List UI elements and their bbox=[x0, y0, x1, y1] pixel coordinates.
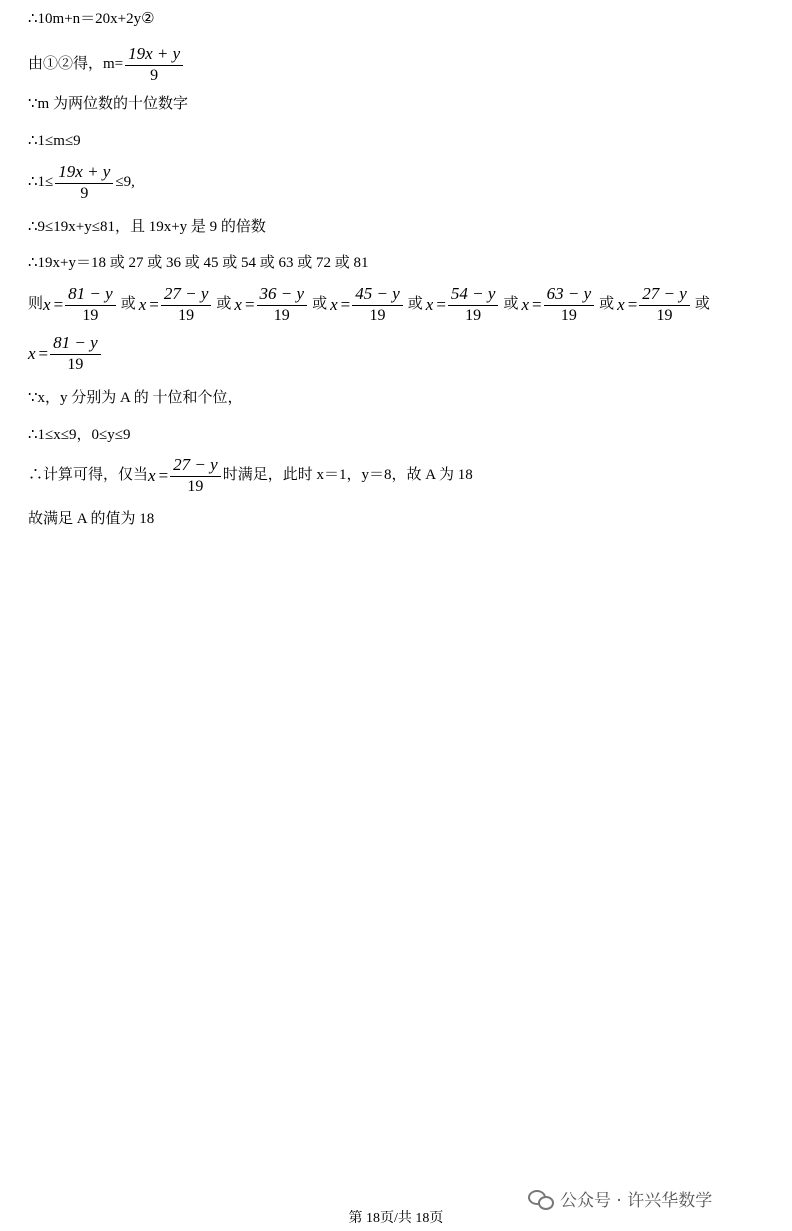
fraction-numerator: 19x + y bbox=[125, 45, 183, 66]
equals-sign: = bbox=[340, 295, 351, 315]
line-3 bbox=[28, 97, 188, 112]
connector-or: 或 bbox=[216, 296, 232, 313]
variable-x: x bbox=[234, 295, 242, 315]
fraction-numerator: 63 − y bbox=[544, 285, 595, 306]
fraction-numerator: 36 − y bbox=[257, 285, 308, 306]
line-2 bbox=[28, 45, 185, 85]
fraction-denominator: 19 bbox=[560, 306, 577, 324]
fraction bbox=[161, 285, 212, 325]
variable-x: x bbox=[138, 295, 147, 315]
fraction-denominator: 19 bbox=[82, 306, 99, 324]
line-9 bbox=[28, 334, 103, 374]
variable-x: x bbox=[521, 295, 529, 315]
fraction-denominator: 19 bbox=[67, 355, 84, 373]
line-4 bbox=[28, 134, 81, 149]
text-l5-suffix: ≤9, bbox=[115, 174, 135, 191]
fraction-numerator: 27 − y bbox=[161, 285, 212, 306]
line-5 bbox=[28, 163, 135, 203]
variable-x: x bbox=[617, 295, 625, 315]
text-l12-suffix: 时满足，此时 x＝1，y＝8，故 A 为 18 bbox=[222, 467, 473, 484]
fraction bbox=[352, 285, 403, 325]
text-l2-prefix: 由①②得，m= bbox=[28, 56, 124, 73]
connector-or: 或 bbox=[599, 296, 615, 313]
text-l4: ∴1≤m≤9 bbox=[28, 133, 81, 149]
fraction-denominator: 19 bbox=[465, 306, 482, 324]
watermark-text: 公众号 · 许兴华数学 bbox=[560, 1191, 713, 1211]
text-l13: 故满足 A 的值为 18 bbox=[28, 511, 155, 527]
connector-or: 或 bbox=[503, 296, 519, 313]
text-l3: ∵m 为两位数的十位数字 bbox=[28, 96, 188, 112]
fraction-numerator: 81 − y bbox=[65, 285, 116, 306]
variable-x: x bbox=[148, 466, 156, 486]
fraction-denominator: 19 bbox=[656, 306, 673, 324]
text-l6: ∴9≤19x+y≤81，且 19x+y 是 9 的倍数 bbox=[28, 219, 266, 235]
line-7 bbox=[28, 256, 369, 271]
line-8 bbox=[28, 285, 713, 325]
text-l8-prefix: 则 bbox=[28, 296, 44, 313]
line-1 bbox=[28, 12, 155, 27]
connector-or: 或 bbox=[694, 296, 710, 313]
equals-sign: = bbox=[158, 466, 169, 486]
connector-or: 或 bbox=[407, 296, 423, 313]
text-l7: ∴19x+y＝18 或 27 或 36 或 45 或 54 或 63 或 72 或 81 bbox=[28, 255, 369, 271]
text-l1: ∴10m+n＝20x+2y② bbox=[28, 11, 155, 27]
connector-or: 或 bbox=[120, 296, 136, 313]
variable-x: x bbox=[330, 295, 338, 315]
equals-sign: = bbox=[532, 295, 542, 315]
fraction-numerator: 27 − y bbox=[639, 285, 690, 306]
fraction bbox=[170, 456, 221, 496]
line-13 bbox=[28, 512, 154, 527]
equals-sign: = bbox=[244, 295, 255, 315]
line-10 bbox=[28, 391, 243, 406]
fraction-denominator: 19 bbox=[178, 306, 195, 324]
fraction-denominator: 19 bbox=[369, 306, 386, 324]
equals-sign: = bbox=[38, 344, 49, 364]
fraction-denominator: 9 bbox=[150, 66, 159, 84]
fraction bbox=[639, 285, 690, 325]
fraction bbox=[544, 285, 595, 325]
fraction-numerator: 45 − y bbox=[352, 285, 403, 306]
fraction-denominator: 19 bbox=[187, 477, 204, 495]
fraction-denominator: 19 bbox=[273, 306, 290, 324]
fraction-numerator: 19x + y bbox=[55, 163, 113, 184]
fraction-denominator: 9 bbox=[80, 184, 89, 202]
line-11 bbox=[28, 428, 130, 443]
fraction bbox=[448, 285, 499, 325]
line-12 bbox=[28, 456, 473, 496]
fraction bbox=[125, 45, 183, 85]
fraction bbox=[65, 285, 116, 325]
fraction-numerator: 81 − y bbox=[50, 334, 101, 355]
fraction-numerator: 27 − y bbox=[170, 456, 221, 477]
line-6 bbox=[28, 220, 266, 235]
fraction bbox=[55, 163, 113, 203]
equals-sign: = bbox=[53, 295, 64, 315]
variable-x: x bbox=[43, 295, 51, 315]
fraction bbox=[257, 285, 308, 325]
variable-x: x bbox=[425, 295, 434, 315]
equals-sign: = bbox=[149, 295, 159, 315]
page-footer: 第 18页/共 18页 bbox=[348, 1211, 444, 1226]
text-l12-prefix: ∴计算可得，仅当 bbox=[28, 467, 149, 484]
wechat-icon bbox=[528, 1189, 554, 1209]
variable-x: x bbox=[28, 344, 36, 364]
fraction bbox=[50, 334, 101, 374]
connector-or: 或 bbox=[312, 296, 328, 313]
equals-sign: = bbox=[627, 295, 638, 315]
text-l10: ∵x，y 分别为 A 的 十位和个位， bbox=[28, 390, 243, 406]
text-l11: ∴1≤x≤9，0≤y≤9 bbox=[28, 427, 131, 443]
equals-sign: = bbox=[436, 295, 446, 315]
fraction-numerator: 54 − y bbox=[448, 285, 499, 306]
text-l5-prefix: ∴1≤ bbox=[28, 174, 54, 191]
